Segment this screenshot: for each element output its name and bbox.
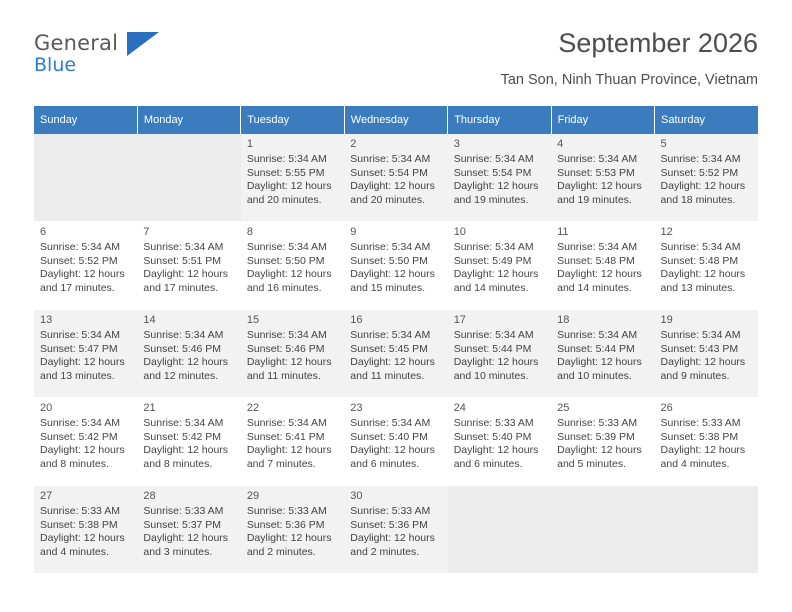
- calendar-cell[interactable]: [551, 222, 654, 310]
- sunset-text: Sunset: 5:40 PM: [453, 430, 532, 443]
- sunset-text: Sunset: 5:42 PM: [40, 430, 118, 443]
- sunrise-text: Sunrise: 5:33 AM: [143, 505, 224, 517]
- day-number: 27: [40, 490, 53, 502]
- sunrise-text: Sunrise: 5:33 AM: [350, 505, 431, 517]
- day-number: 28: [143, 490, 156, 502]
- sunrise-text: Sunrise: 5:34 AM: [557, 153, 638, 165]
- day-number: 8: [246, 226, 253, 238]
- daylight-text-line1: Daylight: 12 hours: [557, 444, 642, 457]
- sunrise-text: Sunrise: 5:34 AM: [660, 329, 741, 341]
- sunset-text: Sunset: 5:45 PM: [350, 342, 428, 355]
- sunrise-text: Sunrise: 5:33 AM: [660, 417, 741, 429]
- daylight-text-line2: and 8 minutes.: [40, 457, 109, 470]
- sunset-text: Sunset: 5:39 PM: [557, 430, 635, 443]
- day-number: 17: [453, 314, 466, 326]
- daylight-text-line1: Daylight: 12 hours: [246, 356, 332, 369]
- daylight-text-line1: Daylight: 12 hours: [143, 356, 229, 369]
- calendar-cell[interactable]: [448, 134, 551, 222]
- daylight-text-line2: and 2 minutes.: [350, 545, 420, 558]
- daylight-text-line2: and 11 minutes.: [350, 369, 425, 382]
- day-number: 30: [350, 490, 363, 502]
- daylight-text-line2: and 20 minutes.: [246, 193, 322, 206]
- day-number: 14: [143, 314, 156, 326]
- day-number: 2: [350, 138, 357, 150]
- weekday-header-thursday: Thursday: [448, 106, 551, 134]
- daylight-text-line1: Daylight: 12 hours: [350, 180, 435, 193]
- daylight-text-line1: Daylight: 12 hours: [246, 444, 332, 457]
- sunrise-text: Sunrise: 5:33 AM: [40, 505, 120, 517]
- daylight-text-line2: and 14 minutes.: [453, 281, 529, 294]
- day-number: 9: [350, 226, 357, 238]
- calendar-cell[interactable]: [34, 486, 137, 574]
- sunset-text: Sunset: 5:48 PM: [660, 254, 739, 267]
- calendar-cell[interactable]: [655, 222, 758, 310]
- sunrise-text: Sunrise: 5:34 AM: [350, 417, 431, 429]
- sunrise-text: Sunrise: 5:34 AM: [453, 241, 534, 253]
- daylight-text-line1: Daylight: 12 hours: [143, 532, 229, 545]
- calendar-cell[interactable]: [34, 310, 137, 398]
- calendar-cell[interactable]: [344, 310, 447, 398]
- daylight-text-line2: and 19 minutes.: [557, 193, 632, 206]
- calendar-cell[interactable]: [344, 398, 447, 486]
- calendar-cell[interactable]: [344, 134, 447, 222]
- daylight-text-line1: Daylight: 12 hours: [557, 356, 642, 369]
- daylight-text-line2: and 17 minutes.: [40, 281, 115, 294]
- daylight-text-line1: Daylight: 12 hours: [557, 268, 642, 281]
- daylight-text-line2: and 14 minutes.: [557, 281, 632, 294]
- daylight-text-line1: Daylight: 12 hours: [350, 356, 435, 369]
- logo-text-blue: Blue: [34, 54, 77, 76]
- calendar-cell[interactable]: [34, 222, 137, 310]
- calendar-cell[interactable]: [241, 222, 344, 310]
- daylight-text-line1: Daylight: 12 hours: [246, 532, 332, 545]
- sunset-text: Sunset: 5:44 PM: [453, 342, 532, 355]
- sunrise-text: Sunrise: 5:34 AM: [40, 329, 120, 341]
- daylight-text-line2: and 13 minutes.: [660, 281, 736, 294]
- daylight-text-line1: Daylight: 12 hours: [660, 444, 746, 457]
- sunset-text: Sunset: 5:46 PM: [246, 342, 325, 355]
- day-number: 26: [660, 402, 673, 414]
- daylight-text-line2: and 17 minutes.: [143, 281, 219, 294]
- weekday-header-saturday: Saturday: [655, 106, 758, 134]
- page-header: [34, 26, 758, 96]
- day-number: 11: [557, 226, 569, 238]
- sunrise-text: Sunrise: 5:34 AM: [660, 153, 741, 165]
- daylight-text-line1: Daylight: 12 hours: [453, 444, 539, 457]
- calendar-cell-empty: [655, 486, 758, 574]
- daylight-text-line1: Daylight: 12 hours: [660, 356, 746, 369]
- logo-text-general: General: [34, 31, 119, 55]
- calendar-cell-empty: [551, 486, 654, 574]
- sunrise-text: Sunrise: 5:34 AM: [246, 241, 327, 253]
- day-number: 15: [246, 314, 260, 326]
- sunset-text: Sunset: 5:46 PM: [143, 342, 222, 355]
- daylight-text-line1: Daylight: 12 hours: [246, 180, 332, 193]
- weekday-header-tuesday: Tuesday: [241, 106, 344, 134]
- sunrise-text: Sunrise: 5:34 AM: [246, 417, 327, 429]
- sunrise-text: Sunrise: 5:34 AM: [40, 417, 120, 429]
- daylight-text-line2: and 20 minutes.: [350, 193, 425, 206]
- sunset-text: Sunset: 5:49 PM: [453, 254, 532, 267]
- daylight-text-line1: Daylight: 12 hours: [40, 532, 125, 545]
- daylight-text-line2: and 10 minutes.: [557, 369, 632, 382]
- daylight-text-line1: Daylight: 12 hours: [40, 268, 125, 281]
- weekday-header-monday: Monday: [137, 106, 240, 134]
- flag-icon: [127, 32, 159, 56]
- calendar-cell[interactable]: [137, 310, 240, 398]
- location-subtitle: Tan Son, Ninh Thuan Province, Vietnam: [500, 72, 758, 88]
- day-number: 20: [40, 402, 53, 414]
- sunset-text: Sunset: 5:41 PM: [246, 430, 325, 443]
- sunset-text: Sunset: 5:42 PM: [143, 430, 222, 443]
- calendar-cell[interactable]: [448, 222, 551, 310]
- calendar-cell-empty: [34, 134, 137, 222]
- sunset-text: Sunset: 5:55 PM: [246, 166, 325, 179]
- daylight-text-line1: Daylight: 12 hours: [350, 268, 435, 281]
- day-number: 23: [350, 402, 363, 414]
- calendar-cell[interactable]: [241, 398, 344, 486]
- sunrise-text: Sunrise: 5:33 AM: [557, 417, 638, 429]
- daylight-text-line2: and 6 minutes.: [453, 457, 523, 470]
- calendar-week-row: [34, 222, 758, 310]
- sunrise-text: Sunrise: 5:34 AM: [350, 329, 431, 341]
- day-number: 21: [143, 402, 156, 414]
- weekday-header-friday: Friday: [551, 106, 654, 134]
- sunset-text: Sunset: 5:37 PM: [143, 518, 222, 531]
- sunrise-text: Sunrise: 5:34 AM: [143, 417, 224, 429]
- day-number: 4: [557, 138, 564, 150]
- calendar-week-row: [34, 486, 758, 574]
- daylight-text-line2: and 16 minutes.: [246, 281, 322, 294]
- calendar-cell[interactable]: [655, 398, 758, 486]
- daylight-text-line1: Daylight: 12 hours: [246, 268, 332, 281]
- calendar-cell[interactable]: [344, 222, 447, 310]
- day-number: 24: [453, 402, 466, 414]
- sunrise-text: Sunrise: 5:34 AM: [453, 153, 534, 165]
- sunrise-text: Sunrise: 5:34 AM: [350, 241, 431, 253]
- calendar-table: [34, 106, 758, 574]
- calendar-cell-empty: [137, 134, 240, 222]
- weekday-header-wednesday: Wednesday: [344, 106, 447, 134]
- daylight-text-line2: and 15 minutes.: [350, 281, 425, 294]
- sunset-text: Sunset: 5:44 PM: [557, 342, 635, 355]
- sunset-text: Sunset: 5:52 PM: [40, 254, 118, 267]
- page-title: September 2026: [558, 28, 758, 58]
- sunrise-text: Sunrise: 5:34 AM: [143, 241, 224, 253]
- daylight-text-line1: Daylight: 12 hours: [143, 268, 229, 281]
- calendar-cell-empty: [448, 486, 551, 574]
- sunset-text: Sunset: 5:52 PM: [660, 166, 739, 179]
- calendar-cell[interactable]: [241, 486, 344, 574]
- daylight-text-line2: and 2 minutes.: [246, 545, 316, 558]
- calendar-cell[interactable]: [344, 486, 447, 574]
- daylight-text-line1: Daylight: 12 hours: [557, 180, 642, 193]
- sunset-text: Sunset: 5:43 PM: [660, 342, 739, 355]
- calendar-week-row: [34, 134, 758, 222]
- day-number: 19: [660, 314, 673, 326]
- calendar-cell[interactable]: [34, 398, 137, 486]
- sunset-text: Sunset: 5:48 PM: [557, 254, 635, 267]
- day-number: 22: [246, 402, 260, 414]
- daylight-text-line2: and 5 minutes.: [557, 457, 626, 470]
- sunrise-text: Sunrise: 5:33 AM: [246, 505, 327, 517]
- day-number: 6: [40, 226, 47, 238]
- sunset-text: Sunset: 5:53 PM: [557, 166, 635, 179]
- day-number: 18: [557, 314, 570, 326]
- calendar-cell[interactable]: [241, 310, 344, 398]
- sunset-text: Sunset: 5:40 PM: [350, 430, 428, 443]
- daylight-text-line2: and 19 minutes.: [453, 193, 529, 206]
- daylight-text-line2: and 4 minutes.: [40, 545, 109, 558]
- calendar-cell[interactable]: [448, 398, 551, 486]
- sunset-text: Sunset: 5:47 PM: [40, 342, 118, 355]
- daylight-text-line2: and 4 minutes.: [660, 457, 730, 470]
- sunset-text: Sunset: 5:54 PM: [453, 166, 532, 179]
- day-number: 25: [557, 402, 570, 414]
- day-number: 10: [453, 226, 466, 238]
- daylight-text-line2: and 10 minutes.: [453, 369, 529, 382]
- daylight-text-line2: and 18 minutes.: [660, 193, 736, 206]
- daylight-text-line1: Daylight: 12 hours: [453, 268, 539, 281]
- calendar-cell[interactable]: [655, 134, 758, 222]
- sunset-text: Sunset: 5:51 PM: [143, 254, 222, 267]
- daylight-text-line2: and 11 minutes.: [246, 369, 321, 382]
- sunrise-text: Sunrise: 5:34 AM: [660, 241, 741, 253]
- calendar-cell[interactable]: [448, 310, 551, 398]
- daylight-text-line2: and 12 minutes.: [143, 369, 219, 382]
- sunset-text: Sunset: 5:50 PM: [246, 254, 325, 267]
- day-number: 13: [40, 314, 53, 326]
- daylight-text-line2: and 7 minutes.: [246, 457, 316, 470]
- daylight-text-line1: Daylight: 12 hours: [40, 444, 125, 457]
- sunset-text: Sunset: 5:36 PM: [246, 518, 325, 531]
- day-number: 12: [660, 226, 673, 238]
- sunrise-text: Sunrise: 5:34 AM: [557, 329, 638, 341]
- calendar-cell[interactable]: [137, 222, 240, 310]
- sunrise-text: Sunrise: 5:34 AM: [453, 329, 534, 341]
- daylight-text-line1: Daylight: 12 hours: [660, 268, 746, 281]
- daylight-text-line1: Daylight: 12 hours: [660, 180, 746, 193]
- day-number: 5: [660, 138, 667, 150]
- calendar-cell[interactable]: [655, 310, 758, 398]
- calendar-cell[interactable]: [137, 398, 240, 486]
- sunrise-text: Sunrise: 5:34 AM: [40, 241, 120, 253]
- title-block: [501, 26, 758, 90]
- sunset-text: Sunset: 5:54 PM: [350, 166, 428, 179]
- daylight-text-line1: Daylight: 12 hours: [453, 356, 539, 369]
- day-number: 3: [453, 138, 460, 150]
- calendar-cell[interactable]: [551, 398, 654, 486]
- day-number: 7: [143, 226, 150, 238]
- logo: [34, 32, 204, 82]
- calendar-week-row: [34, 310, 758, 398]
- daylight-text-line1: Daylight: 12 hours: [40, 356, 125, 369]
- daylight-text-line2: and 6 minutes.: [350, 457, 420, 470]
- sunset-text: Sunset: 5:50 PM: [350, 254, 428, 267]
- sunset-text: Sunset: 5:38 PM: [40, 518, 118, 531]
- calendar-week-row: [34, 398, 758, 486]
- sunrise-text: Sunrise: 5:34 AM: [246, 153, 327, 165]
- sunrise-text: Sunrise: 5:34 AM: [350, 153, 431, 165]
- daylight-text-line2: and 3 minutes.: [143, 545, 213, 558]
- sunrise-text: Sunrise: 5:33 AM: [453, 417, 534, 429]
- sunrise-text: Sunrise: 5:34 AM: [143, 329, 224, 341]
- daylight-text-line2: and 13 minutes.: [40, 369, 115, 382]
- daylight-text-line2: and 9 minutes.: [660, 369, 730, 382]
- weekday-header-row: [34, 106, 758, 134]
- sunset-text: Sunset: 5:38 PM: [660, 430, 739, 443]
- weekday-header-sunday: Sunday: [34, 106, 137, 134]
- sunrise-text: Sunrise: 5:34 AM: [246, 329, 327, 341]
- sunset-text: Sunset: 5:36 PM: [350, 518, 428, 531]
- daylight-text-line1: Daylight: 12 hours: [350, 532, 435, 545]
- daylight-text-line2: and 8 minutes.: [143, 457, 213, 470]
- calendar-cell[interactable]: [137, 486, 240, 574]
- calendar-cell[interactable]: [551, 310, 654, 398]
- calendar-cell[interactable]: [241, 134, 344, 222]
- daylight-text-line1: Daylight: 12 hours: [350, 444, 435, 457]
- daylight-text-line1: Daylight: 12 hours: [143, 444, 229, 457]
- daylight-text-line1: Daylight: 12 hours: [453, 180, 539, 193]
- sunrise-text: Sunrise: 5:34 AM: [557, 241, 638, 253]
- day-number: 16: [350, 314, 363, 326]
- day-number: 29: [246, 490, 260, 502]
- day-number: 1: [246, 138, 253, 150]
- calendar-cell[interactable]: [551, 134, 654, 222]
